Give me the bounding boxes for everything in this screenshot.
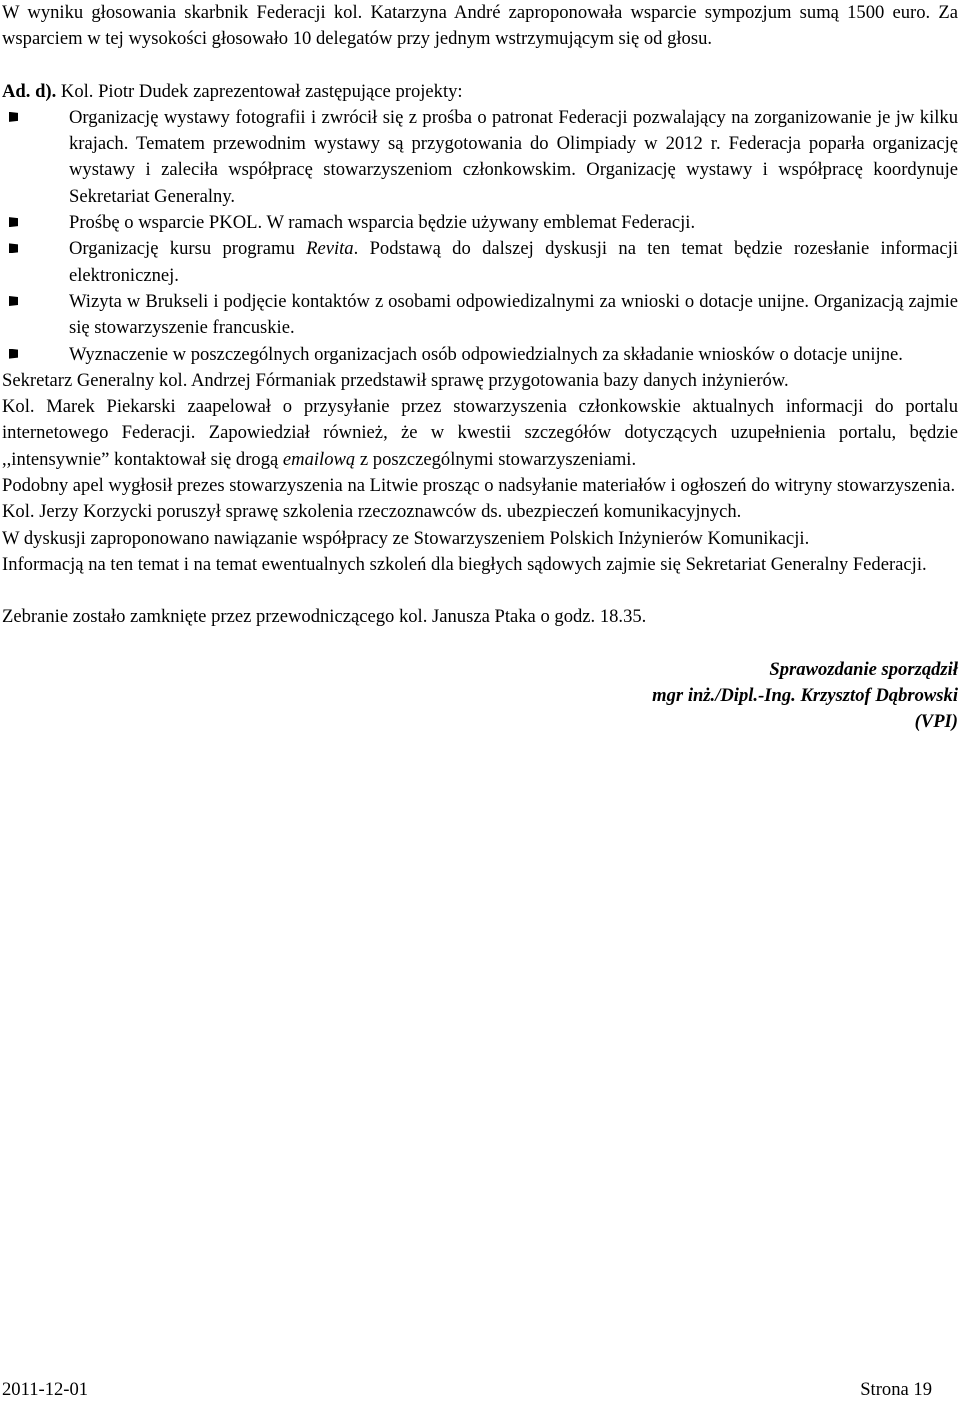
- bullet-icon: [9, 112, 18, 122]
- section-label: Ad. d).: [2, 80, 57, 102]
- list-item-text: [69, 238, 958, 285]
- signature-author: mgr inż./Dipl.-Ing. Krzysztof Dąbrowski: [652, 684, 958, 706]
- paragraph-italic-word: emailową: [282, 448, 356, 470]
- paragraph-closing: Zebranie zostało zamknięte przez przewodniczącego kol. Janusza Ptaka o godz. 18.35.: [2, 606, 647, 628]
- list-item: [2, 289, 958, 342]
- program-name: Revita: [306, 238, 354, 260]
- list-item-text-part: . Podstawą do dalszej dyskusji na ten temat będzie rozesłanie informacji elektronicznej.: [69, 238, 958, 286]
- signature-line: Sprawozdanie sporządził: [769, 658, 958, 680]
- list-item-text: Prośbę o wsparcie PKOL. W ramach wsparcia będzie używany emblemat Federacji.: [69, 212, 696, 234]
- bullet-icon: [9, 217, 18, 227]
- spacer: [2, 578, 958, 604]
- list-item-text: Organizację wystawy fotografii i zwrócił się z prośba o patronat Federacji pozwalający na zorganizowanie je jw kilku krajach. Tematem przewodnim wystawy są przygotowania do Olimpiady w 2012 r. Federacja poparła organizację wystawy i zaleciła współpracę stowarzyszeniom członkowskim. Organizację wystawy i współpracę koordynuje Sekretariat Generalny.: [69, 106, 958, 207]
- paragraph-ad-d: [2, 79, 958, 105]
- paragraph-text-part: Kol. Marek Piekarski zaapelował o przysyłanie przez stowarzyszenia członkowskie aktualnych informacji do portalu internetowego Federacji. Zapowiedział również, że w kwestii szczegółów dotyczących uzupełnienia portalu, będzie ,,intensywnie” kontaktował się drogą: [2, 396, 958, 470]
- footer-date: 2011-12-01: [2, 1379, 89, 1400]
- footer-page-number: Strona 19: [860, 1379, 932, 1400]
- list-item: [2, 236, 958, 289]
- list-item: [2, 210, 958, 236]
- paragraph-database: Sekretarz Generalny kol. Andrzej Fórmaniak przedstawił sprawę przygotowania bazy danych inżynierów.: [2, 369, 789, 391]
- bullet-icon: [9, 349, 18, 359]
- paragraph-portal: [2, 394, 958, 473]
- list-item-text: Wizyta w Brukseli i podjęcie kontaktów z osobami odpowiedizalnymi za wnioski o dotacje unijne. Organizacją zajmie się stowarzyszenie francuskie.: [69, 290, 958, 339]
- bullet-icon: [9, 296, 18, 306]
- spacer: [2, 631, 958, 657]
- paragraph-text-part: z poszczególnymi stowarzyszeniami.: [355, 448, 637, 470]
- paragraph-secretariat: Informacją na ten temat i na temat ewentualnych szkoleń dla biegłych sądowych zajmie się Sekretariat Generalny Federacji.: [2, 553, 927, 575]
- signature-block: [2, 657, 958, 736]
- list-item: [2, 342, 958, 368]
- bullet-icon: [9, 243, 18, 253]
- paragraph-discussion: W dyskusji zaproponowano nawiązanie współpracy ze Stowarzyszeniem Polskich Inżynierów Komunikacji.: [2, 527, 810, 549]
- paragraph-training: Kol. Jerzy Korzycki poruszył sprawę szkolenia rzeczoznawców ds. ubezpieczeń komunikacyjnych.: [2, 501, 742, 523]
- list-item-text-part: Organizację kursu programu: [69, 238, 307, 260]
- paragraph-vote-result: W wyniku głosowania skarbnik Federacji kol. Katarzyna André zaproponowała wsparcie sympozjum sumą 1500 euro. Za wsparciem w tej wysokości głosowało 10 delegatów przy jednym wstrzymującym się od głosu.: [2, 2, 958, 50]
- document-page: [2, 0, 958, 735]
- list-item: [2, 105, 958, 210]
- section-intro: Kol. Piotr Dudek zaprezentował zastępujące projekty:: [56, 80, 463, 102]
- signature-role: (VPI): [914, 711, 958, 733]
- paragraph-lithuania: Podobny apel wygłosił prezes stowarzyszenia na Litwie prosząc o nadsyłanie materiałów i ogłoszeń do witryny stowarzyszenia.: [2, 475, 956, 497]
- spacer: [2, 53, 958, 79]
- list-item-text: Wyznaczenie w poszczególnych organizacjach osób odpowiedzialnych za składanie wniosków o dotacje unijne.: [69, 343, 903, 365]
- project-list: [2, 105, 958, 368]
